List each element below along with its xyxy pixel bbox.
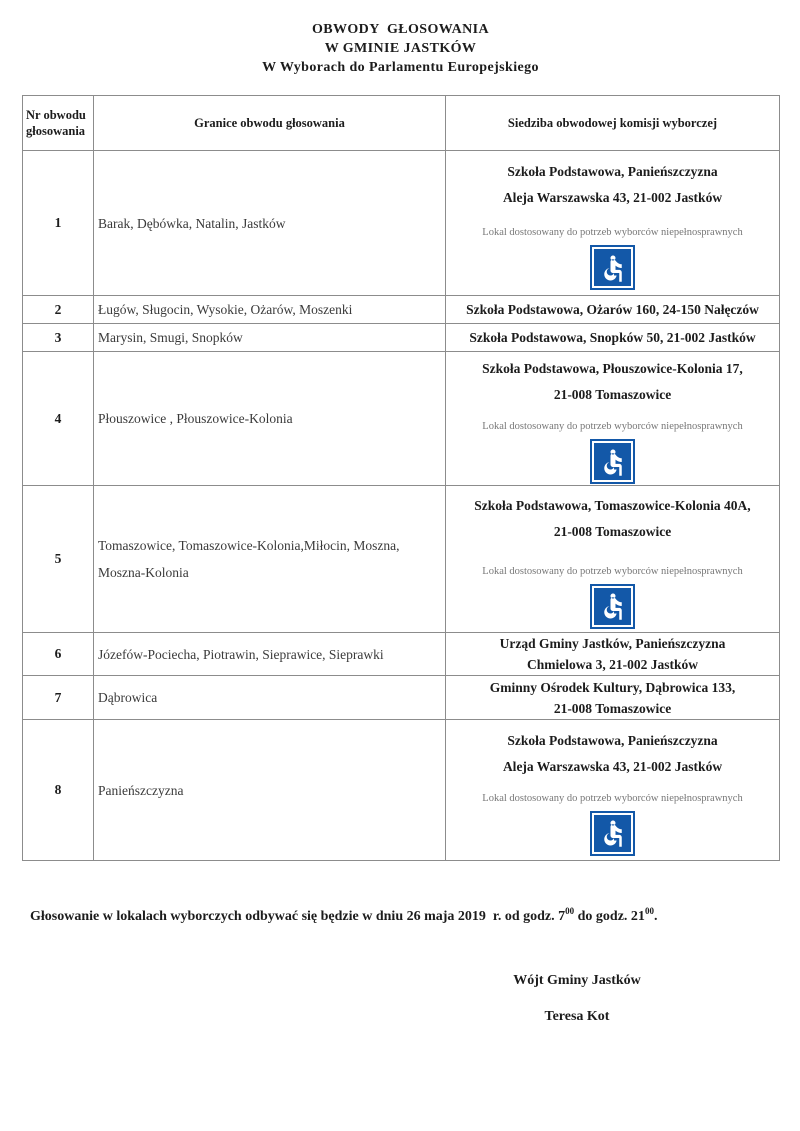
wheelchair-accessibility-icon: [590, 439, 635, 484]
voting-hours-text: do godz. 21: [574, 909, 645, 924]
district-number: 7: [23, 676, 94, 720]
table-row: [23, 676, 780, 720]
voting-hours-statement: [30, 902, 779, 926]
polling-station-name: Gminny Ośrodek Kultury, Dąbrowica 133,: [489, 679, 736, 695]
wheelchair-accessibility-icon: [590, 584, 635, 629]
polling-station-name: Szkoła Podstawowa, Panieńszczyzna: [507, 732, 718, 748]
district-boundaries: Barak, Dębówka, Natalin, Jastków: [94, 151, 446, 296]
voting-hours-superscript: 00: [644, 906, 654, 916]
accessibility-note: Lokal dostosowany do potrzeb wyborców niepełnosprawnych: [482, 565, 743, 577]
table-row: [23, 324, 780, 352]
table-row: [23, 151, 780, 296]
district-boundaries: Dąbrowica: [94, 676, 446, 720]
district-boundaries: Marysin, Smugi, Snopków: [94, 324, 446, 352]
voting-districts-table: [22, 95, 780, 861]
signature-name: Teresa Kot: [544, 1009, 610, 1024]
title-line-2: W GMINIE JASTKÓW: [324, 41, 477, 56]
voting-hours-text: Głosowanie w lokalach wyborczych odbywać się będzie w dniu 26 maja 2019 r. od godz. 7: [30, 909, 566, 924]
district-boundaries: Tomaszowice, Tomaszowice-Kolonia,Miłocin, Moszna, Moszna-Kolonia: [94, 486, 446, 633]
polling-station-address: 21-008 Tomaszowice: [553, 700, 672, 716]
accessibility-note: Lokal dostosowany do potrzeb wyborców niepełnosprawnych: [482, 792, 743, 804]
document-title: [22, 20, 779, 77]
accessibility-note: Lokal dostosowany do potrzeb wyborców niepełnosprawnych: [482, 227, 743, 238]
commission-seat-cell: [446, 352, 780, 486]
district-boundaries: Płouszowice , Płouszowice-Kolonia: [94, 352, 446, 486]
table-header-row: [23, 96, 780, 151]
voting-hours-superscript: 00: [565, 906, 575, 916]
district-number: 4: [23, 352, 94, 486]
table-row: [23, 352, 780, 486]
title-line-3: W Wyborach do Parlamentu Europejskiego: [262, 60, 539, 75]
district-number: 1: [23, 151, 94, 296]
commission-seat-cell: [446, 633, 780, 676]
polling-station-address: Chmielowa 3, 21-002 Jastków: [527, 657, 698, 672]
district-number: 5: [23, 486, 94, 633]
accessibility-note: Lokal dostosowany do potrzeb wyborców niepełnosprawnych: [482, 421, 743, 432]
commission-seat-cell: [446, 676, 780, 720]
commission-seat-cell: [446, 720, 780, 861]
column-header-boundaries: Granice obwodu głosowania: [94, 96, 446, 151]
wheelchair-accessibility-icon: [590, 811, 635, 856]
wheelchair-accessibility-icon: [590, 245, 635, 290]
commission-seat-cell: [446, 486, 780, 633]
district-number: 6: [23, 633, 94, 676]
polling-station-name: Szkoła Podstawowa, Tomaszowice-Kolonia 40A,: [474, 497, 751, 513]
polling-station-name: Szkoła Podstawowa, Płouszowice-Kolonia 17,: [482, 361, 743, 376]
polling-station-name: Szkoła Podstawowa, Ożarów 160, 24-150 Nałęczów: [446, 296, 780, 324]
district-number: 2: [23, 296, 94, 324]
table-row: [23, 633, 780, 676]
signature-block: [332, 973, 800, 1025]
voting-hours-text: .: [653, 909, 658, 924]
district-number: 3: [23, 324, 94, 352]
polling-station-name: Szkoła Podstawowa, Snopków 50, 21-002 Jastków: [446, 324, 780, 352]
polling-station-name: Urząd Gminy Jastków, Panieńszczyzna: [499, 636, 726, 651]
polling-station-address: 21-008 Tomaszowice: [553, 387, 672, 402]
title-line-1: OBWODY GŁOSOWANIA: [311, 22, 490, 37]
table-row: [23, 486, 780, 633]
district-boundaries: Ługów, Sługocin, Wysokie, Ożarów, Moszenki: [94, 296, 446, 324]
column-header-district-number: Nr obwodu głosowania: [23, 96, 94, 151]
column-header-commission-seat: Siedziba obwodowej komisji wyborczej: [446, 96, 780, 151]
polling-station-address: Aleja Warszawska 43, 21-002 Jastków: [502, 758, 723, 774]
district-boundaries: Józefów-Pociecha, Piotrawin, Sieprawice, Sieprawki: [94, 633, 446, 676]
table-row: [23, 720, 780, 861]
table-row: [23, 296, 780, 324]
signature-role: Wójt Gminy Jastków: [513, 973, 641, 988]
polling-station-address: 21-008 Tomaszowice: [553, 523, 672, 539]
commission-seat-cell: [446, 151, 780, 296]
polling-station-name: Szkoła Podstawowa, Panieńszczyzna: [507, 164, 718, 179]
district-boundaries: Panieńszczyzna: [94, 720, 446, 861]
polling-station-address: Aleja Warszawska 43, 21-002 Jastków: [502, 190, 723, 205]
district-number: 8: [23, 720, 94, 861]
